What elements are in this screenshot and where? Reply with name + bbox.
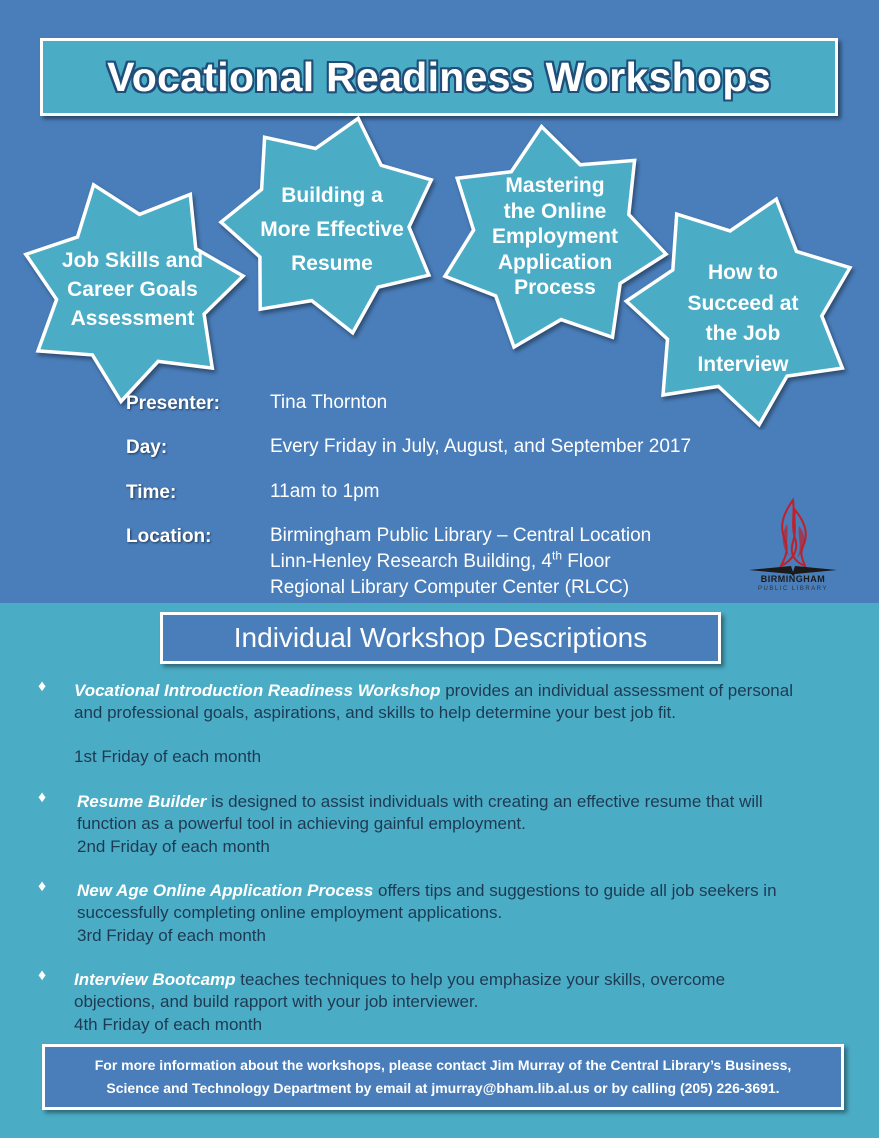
workshop-name: Interview Bootcamp [74, 970, 236, 989]
diamond-bullet-icon: ♦ [38, 967, 47, 984]
time-value: 11am to 1pm [270, 481, 380, 502]
day-label: Day: [126, 437, 168, 458]
workshop-schedule: 1st Friday of each month [74, 747, 262, 766]
workshop-name: Resume Builder [77, 792, 207, 811]
location-line-3: Regional Library Computer Center (RLCC) [270, 577, 630, 598]
workshop-description: New Age Online Application Process offers tips and suggestions to guide all job seekers in successfully completing online employment applications. [77, 881, 777, 922]
location-line-2: Linn-Henley Research Building, 4th Floor [270, 548, 611, 572]
section-banner [160, 612, 721, 664]
workshop-schedule: 4th Friday of each month [74, 1015, 263, 1034]
presenter-label: Presenter: [126, 393, 220, 414]
star-label-resume: Building a More Effective Resume [260, 184, 404, 275]
workshop-name: New Age Online Application Process [77, 881, 374, 900]
diamond-bullet-icon: ♦ [38, 878, 47, 895]
contact-text: For more information about the workshops, please contact Jim Murray of the Central Library’s Business, Science and Technology Department by email at jmurray@bham.lib.al.us or by calling (205) 226-3691. [94, 1057, 792, 1096]
logo-subtitle: PUBLIC LIBRARY [758, 586, 828, 592]
workshop-description: Interview Bootcamp teaches techniques to help you emphasize your skills, overcome objections, and build rapport with your job interviewer. [74, 970, 726, 1011]
workshop-schedule: 2nd Friday of each month [77, 837, 270, 856]
presenter-value: Tina Thornton [270, 392, 388, 413]
workshop-name: Vocational Introduction Readiness Workshop [74, 681, 441, 700]
contact-footer [42, 1044, 844, 1110]
logo-name: BIRMINGHAM [760, 574, 826, 584]
location-label: Location: [126, 526, 212, 547]
workshop-description: Vocational Introduction Readiness Workshop provides an individual assessment of personal and professional goals, aspirations, and skills to help determine your best job fit. [74, 681, 793, 722]
star-label-job-skills: Job Skills and Career Goals Assessment [61, 249, 204, 330]
page-title: Vocational Readiness Workshops [107, 53, 771, 100]
diamond-bullet-icon: ♦ [38, 678, 47, 695]
diamond-bullet-icon: ♦ [38, 789, 47, 806]
star-label-interview: How to Succeed at the Job Interview [687, 261, 799, 376]
section-title: Individual Workshop Descriptions [233, 622, 648, 653]
location-line-1: Birmingham Public Library – Central Location [270, 525, 652, 546]
day-value: Every Friday in July, August, and September 2017 [270, 436, 692, 457]
time-label: Time: [126, 482, 177, 503]
star-label-online-application: Mastering the Online Employment Application Process [491, 174, 619, 299]
workshop-schedule: 3rd Friday of each month [77, 926, 266, 945]
workshop-description: Resume Builder is designed to assist individuals with creating an effective resume that will function as a powerful tool in achieving gainful employment. [77, 792, 763, 833]
